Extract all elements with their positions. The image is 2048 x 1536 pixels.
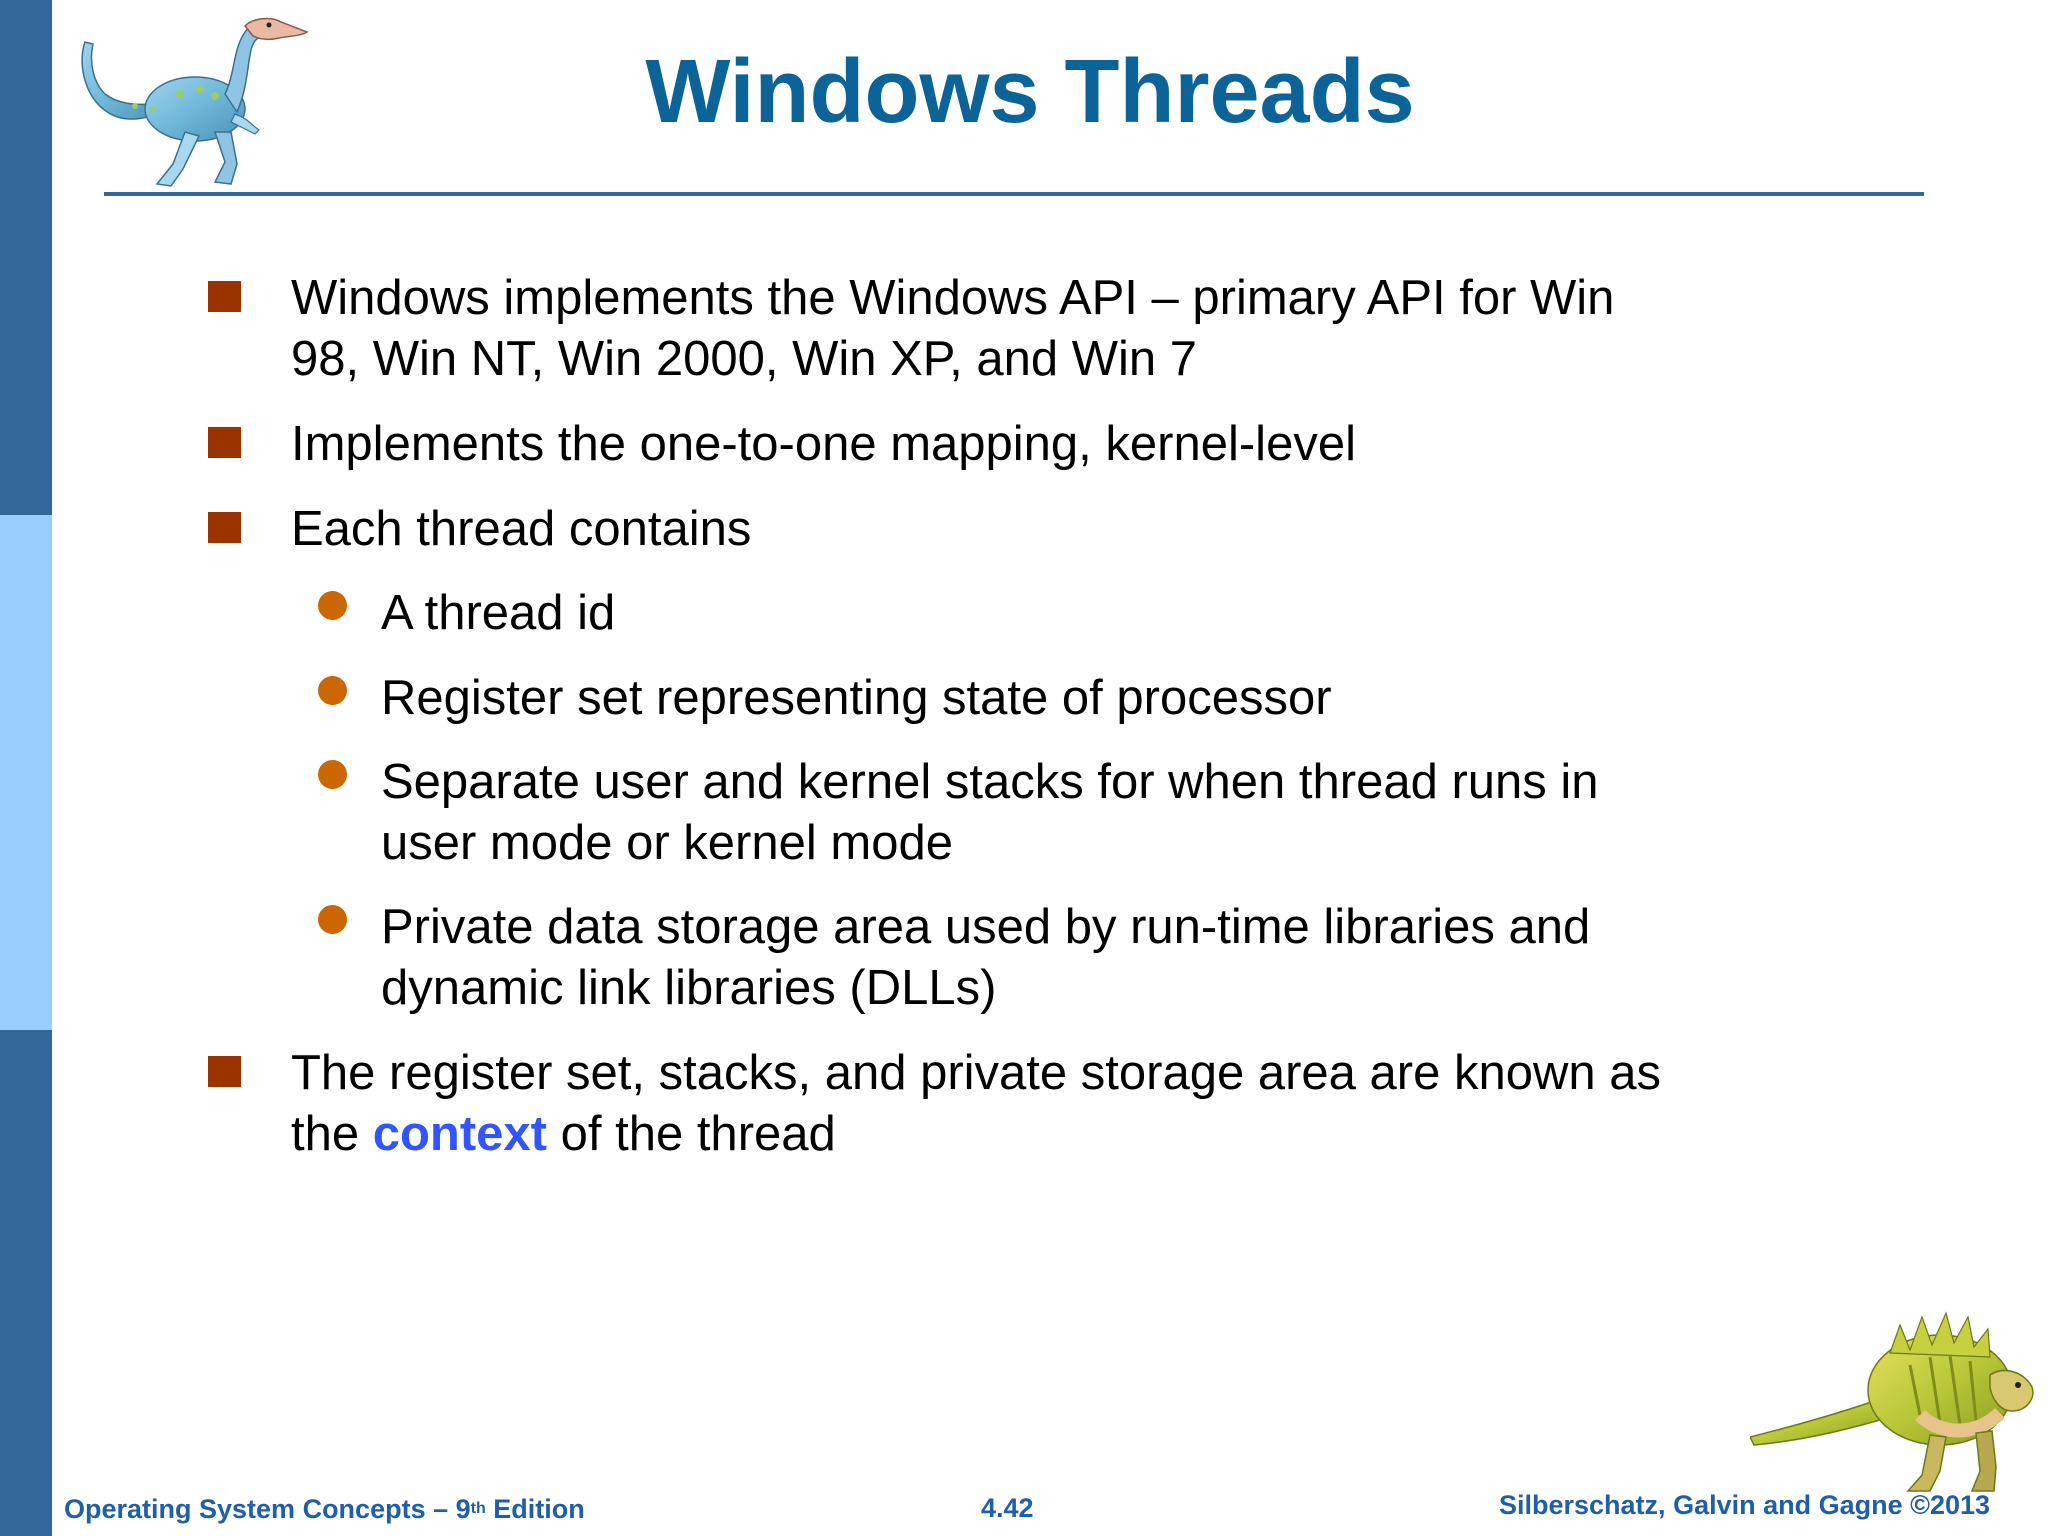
sub-bullet-line: Private data storage area used by run-time libraries and: [381, 900, 1591, 954]
dinosaur-icon: [1750, 1295, 2040, 1495]
sub-bullet-item: [381, 752, 1599, 874]
left-sidebar-band: [0, 0, 52, 1536]
bullet-line: Each thread contains: [291, 502, 752, 556]
sub-bullet-line: Register set representing state of processor: [381, 671, 1332, 725]
footer-book-title: [64, 1493, 585, 1525]
square-bullet-icon: [208, 1056, 241, 1087]
context-term: context: [372, 1107, 547, 1161]
bullet-item: [291, 499, 751, 560]
sub-bullet-item: [381, 897, 1590, 1019]
round-bullet-icon: [318, 905, 347, 934]
footer-superscript: th: [470, 1500, 486, 1517]
bullet-line: The register set, stacks, and private storage area are known as: [291, 1046, 1661, 1100]
sub-bullet-line: user mode or kernel mode: [381, 816, 953, 870]
sub-bullet-line: dynamic link libraries (DLLs): [381, 961, 997, 1015]
sub-bullet-item: [381, 583, 615, 644]
round-bullet-icon: [318, 760, 347, 789]
sub-bullet-item: [381, 668, 1332, 729]
square-bullet-icon: [208, 512, 241, 543]
bullet-line: Implements the one-to-one mapping, kernel-level: [291, 417, 1356, 471]
sidebar-segment-top: [0, 0, 52, 515]
slide-title: Windows Threads: [645, 42, 1415, 142]
sidebar-segment-bottom: [0, 1030, 52, 1536]
bullet-line: Windows implements the Windows API – primary API for Win: [291, 271, 1615, 325]
bullet-item: [291, 268, 1614, 390]
title-underline: [104, 192, 1924, 196]
footer-text: Operating System Concepts – 9: [64, 1494, 471, 1524]
text-run: the: [291, 1107, 373, 1161]
sidebar-segment-middle: [0, 515, 52, 1030]
bullet-line: [291, 1104, 1661, 1165]
square-bullet-icon: [208, 281, 241, 312]
round-bullet-icon: [318, 591, 347, 620]
footer-text: Edition: [485, 1494, 585, 1524]
dinosaur-icon: [75, 14, 320, 192]
footer-page-number: 4.42: [981, 1493, 1034, 1523]
bullet-line: 98, Win NT, Win 2000, Win XP, and Win 7: [291, 332, 1197, 386]
bullet-item: [291, 1043, 1661, 1165]
round-bullet-icon: [318, 676, 347, 705]
text-run: of the thread: [547, 1107, 836, 1161]
square-bullet-icon: [208, 427, 241, 458]
footer-authors: Silberschatz, Galvin and Gagne ©2013: [1499, 1490, 1991, 1520]
sub-bullet-line: A thread id: [381, 586, 616, 640]
sub-bullet-line: Separate user and kernel stacks for when thread runs in: [381, 755, 1599, 809]
bullet-item: [291, 414, 1356, 475]
